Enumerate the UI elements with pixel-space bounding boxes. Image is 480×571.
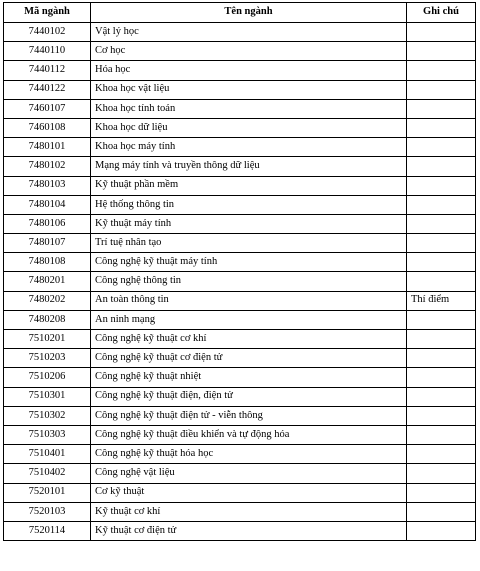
cell-code: 7520103 [4,502,91,521]
header-name: Tên ngành [91,3,407,23]
cell-note [407,234,476,253]
cell-name: An ninh mạng [91,310,407,329]
table-row [4,214,476,233]
cell-name: Khoa học máy tính [91,138,407,157]
cell-code: 7510302 [4,406,91,425]
cell-name: Kỹ thuật cơ điện tử [91,521,407,540]
cell-name: Vật lý học [91,23,407,42]
table-row [4,425,476,444]
table-row [4,349,476,368]
cell-note [407,368,476,387]
cell-name: Công nghệ kỹ thuật máy tính [91,253,407,272]
cell-note [407,80,476,99]
cell-note [407,445,476,464]
cell-code: 7480106 [4,214,91,233]
cell-code: 7510301 [4,387,91,406]
cell-code: 7510303 [4,425,91,444]
cell-note [407,214,476,233]
cell-code: 7460107 [4,99,91,118]
cell-name: Công nghệ kỹ thuật điện, điện tử [91,387,407,406]
cell-name: Công nghệ kỹ thuật nhiệt [91,368,407,387]
table-row [4,253,476,272]
table-row [4,291,476,310]
cell-code: 7480108 [4,253,91,272]
cell-code: 7510201 [4,330,91,349]
cell-note [407,521,476,540]
cell-name: Hệ thống thông tin [91,195,407,214]
cell-note [407,406,476,425]
cell-code: 7440102 [4,23,91,42]
table-body [4,23,476,541]
table-row [4,61,476,80]
cell-note [407,42,476,61]
cell-code: 7520114 [4,521,91,540]
cell-name: Cơ kỹ thuật [91,483,407,502]
cell-name: Khoa học tính toán [91,99,407,118]
cell-note [407,138,476,157]
table-row [4,272,476,291]
cell-note [407,61,476,80]
cell-code: 7520101 [4,483,91,502]
table-row [4,521,476,540]
cell-code: 7480104 [4,195,91,214]
cell-note [407,464,476,483]
cell-name: Mạng máy tính và truyền thông dữ liệu [91,157,407,176]
table-row [4,368,476,387]
table-row [4,80,476,99]
table-row [4,406,476,425]
cell-name: Hóa học [91,61,407,80]
cell-name: Công nghệ vật liệu [91,464,407,483]
cell-name: Công nghệ kỹ thuật cơ khí [91,330,407,349]
header-note: Ghi chú [407,3,476,23]
table-row [4,330,476,349]
cell-name: Công nghệ kỹ thuật hóa học [91,445,407,464]
cell-name: Kỹ thuật cơ khí [91,502,407,521]
cell-code: 7440112 [4,61,91,80]
table-row [4,387,476,406]
cell-name: Công nghệ thông tin [91,272,407,291]
cell-note [407,425,476,444]
cell-note [407,349,476,368]
table-row [4,176,476,195]
cell-name: An toàn thông tin [91,291,407,310]
cell-code: 7440122 [4,80,91,99]
cell-code: 7510402 [4,464,91,483]
cell-note [407,99,476,118]
cell-note [407,253,476,272]
table-row [4,445,476,464]
cell-code: 7460108 [4,118,91,137]
cell-note [407,502,476,521]
majors-table [3,2,476,541]
cell-note [407,310,476,329]
cell-note [407,330,476,349]
cell-name: Khoa học vật liệu [91,80,407,99]
cell-name: Cơ học [91,42,407,61]
table-row [4,157,476,176]
cell-code: 7480201 [4,272,91,291]
table-row [4,138,476,157]
cell-code: 7510203 [4,349,91,368]
cell-code: 7480102 [4,157,91,176]
cell-code: 7480202 [4,291,91,310]
table-row [4,195,476,214]
table-row [4,118,476,137]
cell-code: 7510401 [4,445,91,464]
table-row [4,310,476,329]
header-code: Mã ngành [4,3,91,23]
table-row [4,23,476,42]
cell-name: Công nghệ kỹ thuật điện tử - viễn thông [91,406,407,425]
cell-note [407,483,476,502]
cell-code: 7480103 [4,176,91,195]
table-header [4,3,476,23]
cell-name: Công nghệ kỹ thuật cơ điện tử [91,349,407,368]
table-row [4,483,476,502]
table-row [4,99,476,118]
table-row [4,234,476,253]
cell-note [407,195,476,214]
cell-name: Khoa học dữ liệu [91,118,407,137]
cell-code: 7440110 [4,42,91,61]
cell-note [407,23,476,42]
cell-name: Kỹ thuật máy tính [91,214,407,233]
header-row [4,3,476,23]
cell-code: 7480101 [4,138,91,157]
table-row [4,42,476,61]
cell-code: 7510206 [4,368,91,387]
cell-note [407,387,476,406]
cell-note [407,272,476,291]
cell-note [407,118,476,137]
cell-note [407,176,476,195]
cell-note: Thí điểm [407,291,476,310]
cell-name: Công nghệ kỹ thuật điều khiển và tự động hóa [91,425,407,444]
cell-code: 7480208 [4,310,91,329]
table-row [4,464,476,483]
table-row [4,502,476,521]
cell-name: Trí tuệ nhân tạo [91,234,407,253]
cell-name: Kỹ thuật phần mềm [91,176,407,195]
cell-note [407,157,476,176]
cell-code: 7480107 [4,234,91,253]
